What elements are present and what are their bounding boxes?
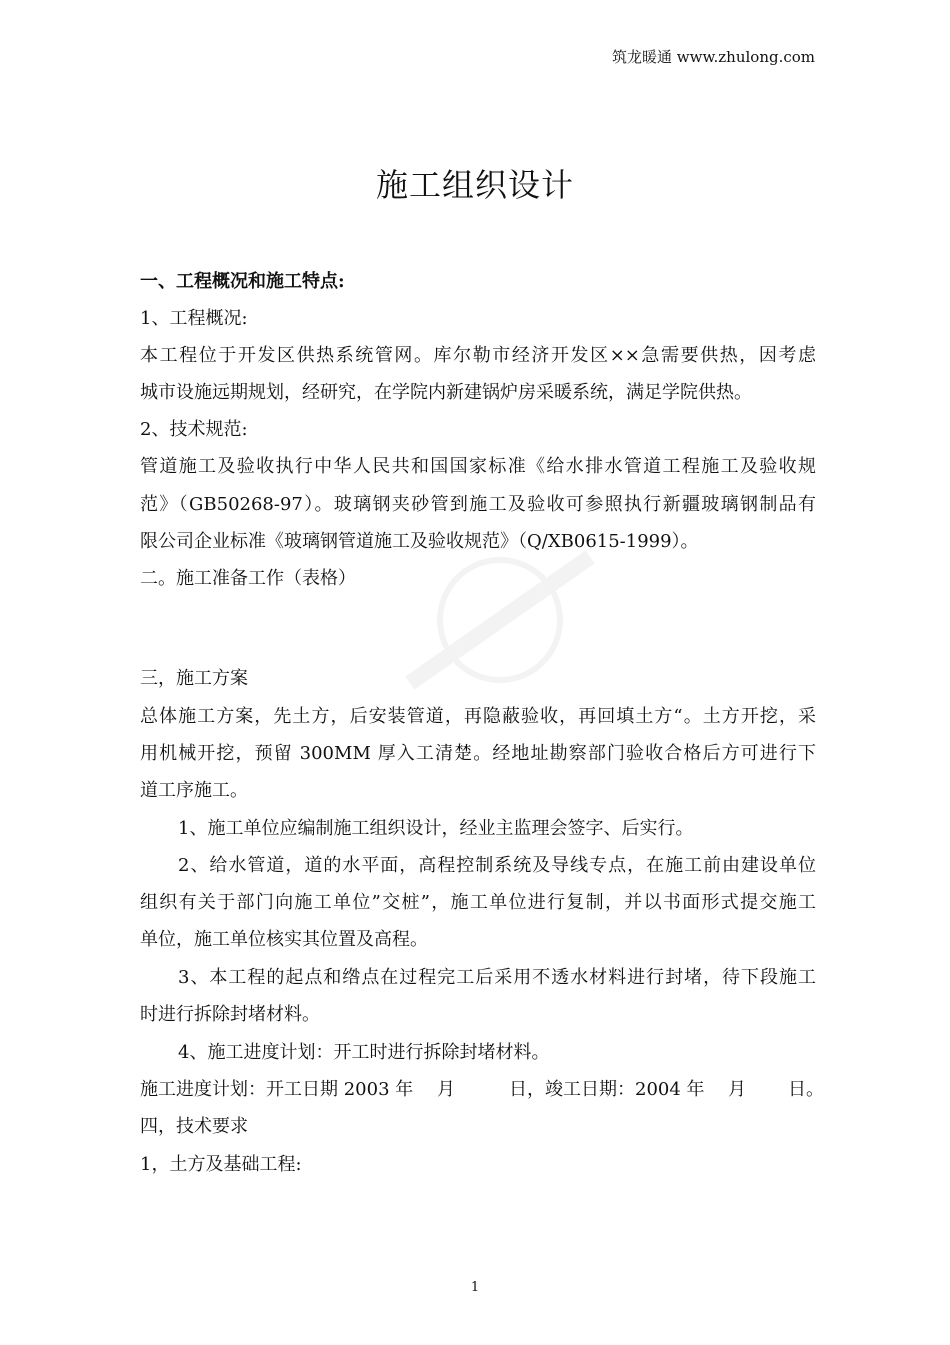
schedule-start-label: 施工进度计划：开工日期 2003 年 <box>140 1079 414 1100</box>
plan-paragraph-line: 道工序施工。 <box>140 780 248 801</box>
schedule-finish-month: 月 <box>728 1079 746 1100</box>
schedule-finish-label: 日，竣工日期：2004 年 <box>509 1079 705 1100</box>
spec-paragraph-line: 范》（GB50268-97）。玻璃钢夹砂管到施工及验收可参照执行新疆玻璃钢制品有 <box>140 494 816 515</box>
section-2-heading: 二。施工准备工作（表格） <box>140 568 356 589</box>
schedule-finish-day: 日。 <box>788 1079 824 1100</box>
spec-paragraph-line: 限公司企业标准《玻璃钢管道施工及验收规范》（Q/XB0615-1999）。 <box>140 531 699 552</box>
overview-paragraph-line: 城市设施远期规划，经研究，在学院内新建锅炉房采暖系统，满足学院供热。 <box>140 382 752 403</box>
plan-item-2: 2、给水管道，道的水平面，高程控制系统及导线专点，在施工前由建设单位 <box>178 855 816 876</box>
plan-item-2-continued: 单位，施工单位核实其位置及高程。 <box>140 929 428 950</box>
plan-item-3-continued: 时进行拆除封堵材料。 <box>140 1004 320 1025</box>
schedule-start-month: 月 <box>437 1079 455 1100</box>
plan-paragraph-line: 用机械开挖，预留 300MM 厚入工清楚。经地址勘察部门验收合格后方可进行下 <box>140 743 816 764</box>
page-number: 1 <box>470 1280 480 1295</box>
plan-item-1: 1、施工单位应编制施工组织设计，经业主监理会签字、后实行。 <box>178 818 694 839</box>
section-1-1-heading: 1、工程概况: <box>140 308 248 329</box>
schedule-line <box>140 1071 824 1108</box>
plan-item-3: 3、本工程的起点和绺点在过程完工后采用不透水材料进行封堵，待下段施工 <box>178 967 816 988</box>
document-title: 施工组织设计 <box>375 166 574 204</box>
section-4-heading: 四，技术要求 <box>140 1116 248 1137</box>
section-1-heading: 一、工程概况和施工特点: <box>140 271 345 292</box>
section-1-2-heading: 2、技术规范: <box>140 419 248 440</box>
running-header: 筑龙暖通 www.zhulong.com <box>612 48 816 66</box>
section-3-heading: 三，施工方案 <box>140 668 248 689</box>
section-4-1-heading: 1，土方及基础工程: <box>140 1154 302 1175</box>
plan-item-4: 4、施工进度计划：开工时进行拆除封堵材料。 <box>178 1042 550 1063</box>
overview-paragraph-line: 本工程位于开发区供热系统管网。库尔勒市经济开发区××急需要供热，因考虑 <box>140 345 816 366</box>
plan-paragraph-line: 总体施工方案，先土方，后安装管道，再隐蔽验收，再回填土方“。土方开挖，采 <box>140 706 816 727</box>
spec-paragraph-line: 管道施工及验收执行中华人民共和国国家标准《给水排水管道工程施工及验收规 <box>140 456 816 477</box>
plan-item-2-continued: 组织有关于部门向施工单位”交桩”，施工单位进行复制，并以书面形式提交施工 <box>140 892 816 913</box>
